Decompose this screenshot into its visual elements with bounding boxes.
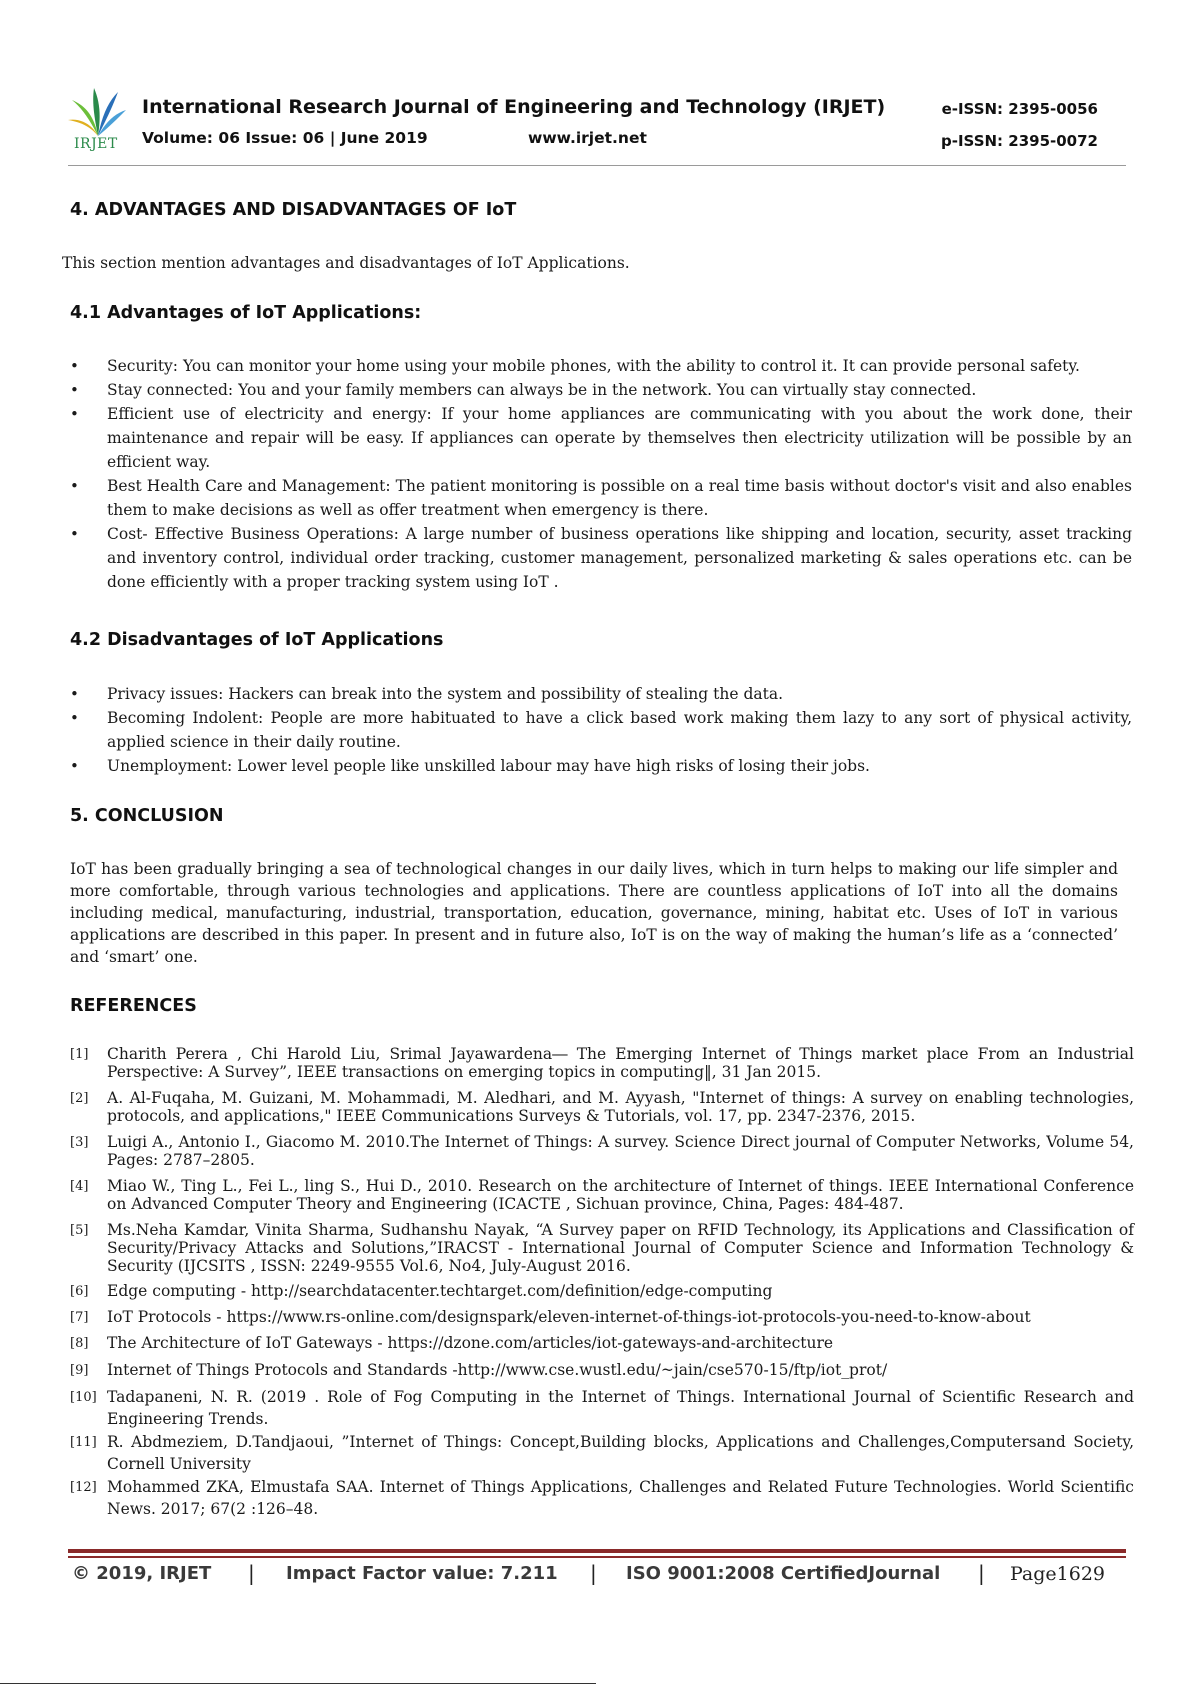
- reference-item: [8] The Architecture of IoT Gateways - https://dzone.com/articles/iot-gateways-and-architecture: [70, 1334, 834, 1352]
- footer-separator: |: [978, 1561, 985, 1585]
- footer-rule: [68, 1549, 1126, 1553]
- footer-separator: |: [248, 1561, 255, 1585]
- reference-item: [3] Luigi A., Antonio I., Giacomo M. 2010.The Internet of Things: A survey. Science Direct journal of Computer Networks, Volume 54, Pages: 2787–2805.: [70, 1133, 1134, 1169]
- page-header: [68, 86, 1126, 166]
- list-item: • Privacy issues: Hackers can break into the system and possibility of stealing the data.: [70, 682, 1132, 706]
- page-bottom-line: [0, 1683, 596, 1684]
- reference-item: [10] Tadapaneni, N. R. (2019 . Role of Fog Computing in the Internet of Things. International Journal of Scientific Research and Engineering Trends.: [70, 1388, 1134, 1428]
- journal-title: International Research Journal of Engineering and Technology (IRJET): [142, 96, 886, 118]
- logo-leaves-icon: [68, 86, 128, 140]
- list-item: • Security: You can monitor your home using your mobile phones, with the ability to control it. It can provide personal safety.: [70, 354, 1132, 378]
- conclusion-heading: 5. CONCLUSION: [70, 806, 224, 826]
- reference-item: [4] Miao W., Ting L., Fei L., ling S., Hui D., 2010. Research on the architecture of Internet of things. IEEE International Conference on Advanced Computer Theory and Engineering (ICACTE , Sichuan province, China, Pages: 484-487.: [70, 1177, 1134, 1213]
- list-item: • Unemployment: Lower level people like unskilled labour may have high risks of losing their jobs.: [70, 754, 1132, 778]
- footer-iso: ISO 9001:2008 CertifiedJournal: [626, 1563, 941, 1584]
- section-4-heading: 4. ADVANTAGES AND DISADVANTAGES OF IoT: [70, 200, 517, 220]
- p-issn: p-ISSN: 2395-0072: [941, 132, 1098, 150]
- advantages-heading: 4.1 Advantages of IoT Applications:: [70, 303, 422, 323]
- page-number: Page1629: [1010, 1563, 1106, 1585]
- logo-text: IRJET: [74, 136, 118, 152]
- footer-separator: |: [590, 1561, 597, 1585]
- references-heading: REFERENCES: [70, 996, 197, 1016]
- footer-impact-factor: Impact Factor value: 7.211: [286, 1563, 558, 1584]
- irjet-logo: [68, 86, 128, 158]
- header-divider: [68, 165, 1126, 166]
- disadvantages-heading: 4.2 Disadvantages of IoT Applications: [70, 630, 444, 650]
- reference-item: [12] Mohammed ZKA, Elmustafa SAA. Internet of Things Applications, Challenges and Related Future Technologies. World Scientific News. 2017; 67(2 :126–48.: [70, 1478, 1134, 1518]
- footer-copyright: © 2019, IRJET: [72, 1563, 212, 1584]
- disadvantages-list: [70, 682, 1132, 778]
- advantages-list: [70, 354, 1132, 594]
- reference-item: [6] Edge computing - http://searchdatacenter.techtarget.com/definition/edge-computing: [70, 1282, 773, 1300]
- list-item: • Cost- Effective Business Operations: A large number of business operations like shipping and location, security, asset tracking and inventory control, individual order tracking, customer management, personalized marketing & sales operations etc. can be done efficiently with a proper tracking system using IoT .: [70, 522, 1132, 594]
- reference-item: [9] Internet of Things Protocols and Standards -http://www.cse.wustl.edu/~jain/cse570-15/ftp/iot_prot/: [70, 1361, 888, 1379]
- reference-item: [7] IoT Protocols - https://www.rs-online.com/designspark/eleven-internet-of-things-iot-protocols-you-need-to-know-about: [70, 1308, 1031, 1326]
- section-4-intro: This section mention advantages and disadvantages of IoT Applications.: [62, 254, 630, 272]
- conclusion-text: IoT has been gradually bringing a sea of technological changes in our daily lives, which in turn helps to making our life simpler and more comfortable, through various technologies and applications. There are countless applications of IoT into all the domains including medical, manufacturing, industrial, transportation, education, governance, mining, habitat etc. Uses of IoT in various applications are described in this paper. In present and in future also, IoT is on the way of making the human’s life as a ‘connected’ and ‘smart’ one.: [70, 860, 1118, 966]
- journal-website[interactable]: www.irjet.net: [528, 129, 647, 147]
- list-item: • Stay connected: You and your family members can always be in the network. You can virtually stay connected.: [70, 378, 1132, 402]
- reference-item: [1] Charith Perera , Chi Harold Liu, Srimal Jayawardena― The Emerging Internet of Things market place From an Industrial Perspective: A Survey”, IEEE transactions on emerging topics in computing‖, 31 Jan 2015.: [70, 1045, 1134, 1081]
- reference-item: [2] A. Al-Fuqaha, M. Guizani, M. Mohammadi, M. Aledhari, and M. Ayyash, "Internet of things: A survey on enabling technologies, protocols, and applications," IEEE Communications Surveys & Tutorials, vol. 17, pp. 2347-2376, 2015.: [70, 1089, 1134, 1125]
- list-item: • Efficient use of electricity and energy: If your home appliances are communicating with you about the work done, their maintenance and repair will be easy. If appliances can operate by themselves then electricity utilization will be possible by an efficient way.: [70, 402, 1132, 474]
- e-issn: e-ISSN: 2395-0056: [941, 100, 1098, 118]
- reference-item: [5] Ms.Neha Kamdar, Vinita Sharma, Sudhanshu Nayak, “A Survey paper on RFID Technology, its Applications and Classification of Security/Privacy Attacks and Solutions,”IRACST - International Journal of Computer Science and Information Technology & Security (IJCSITS , ISSN: 2249-9555 Vol.6, No4, July-August 2016.: [70, 1221, 1134, 1275]
- references-list: [70, 1045, 1134, 1520]
- list-item: • Best Health Care and Management: The patient monitoring is possible on a real time basis without doctor's visit and also enables them to make decisions as well as offer treatment when emergency is there.: [70, 474, 1132, 522]
- reference-item: [11] R. Abdmeziem, D.Tandjaoui, ”Internet of Things: Concept,Building blocks, Applications and Challenges,Computersand Society, Cornell University: [70, 1433, 1134, 1473]
- issue-info: Volume: 06 Issue: 06 | June 2019: [142, 129, 428, 147]
- footer-rule-thin: [68, 1556, 1126, 1558]
- list-item: • Becoming Indolent: People are more habituated to have a click based work making them lazy to any sort of physical activity, applied science in their daily routine.: [70, 706, 1132, 754]
